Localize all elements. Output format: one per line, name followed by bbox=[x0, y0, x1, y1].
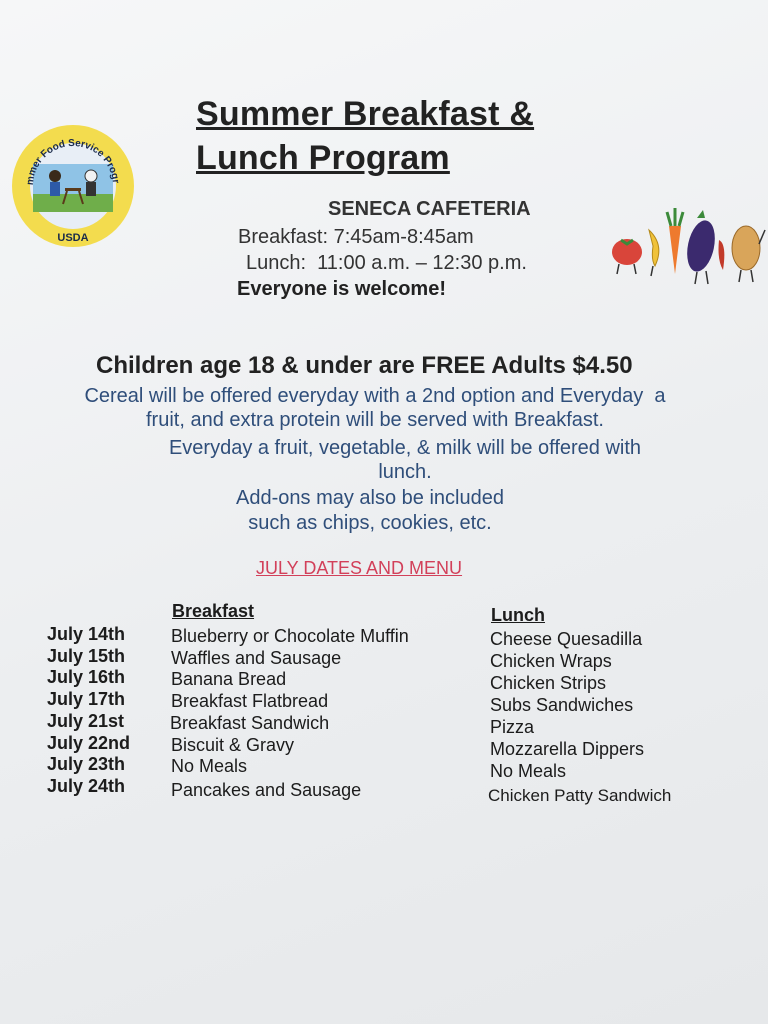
lunch-details bbox=[120, 436, 690, 484]
lunch-column-header: Lunch bbox=[491, 605, 545, 625]
carrot-icon bbox=[667, 208, 683, 274]
menu-date: July 17th bbox=[47, 689, 126, 709]
dancing-vegetables-icon bbox=[607, 200, 767, 290]
menu-date: July 15th bbox=[47, 646, 126, 666]
pepper-icon bbox=[719, 240, 725, 270]
menu-lunch-item: Chicken Strips bbox=[490, 673, 607, 693]
usda-summer-food-logo bbox=[11, 124, 135, 248]
menu-breakfast-item: Waffles and Sausage bbox=[171, 648, 342, 668]
details-line-6: such as chips, cookies, etc. bbox=[248, 512, 492, 534]
breakfast-hours: Breakfast: 7:45am-8:45am bbox=[238, 226, 474, 248]
menu-lunch-item: Mozzarella Dippers bbox=[490, 739, 645, 759]
details-line-5: Add-ons may also be included bbox=[236, 487, 504, 509]
eggplant-icon bbox=[683, 210, 719, 284]
details-line-3: Everyday a fruit, vegetable, & milk will be offered with bbox=[168, 437, 642, 459]
breakfast-details bbox=[40, 384, 710, 432]
potato-icon bbox=[732, 226, 765, 282]
pricing-statement: Children age 18 & under are FREE Adults $4.50 bbox=[96, 352, 633, 379]
banana-icon bbox=[649, 230, 659, 276]
menu-breakfast-item: Pancakes and Sausage bbox=[171, 780, 362, 800]
menu-date: July 14th bbox=[47, 624, 126, 644]
title-line-1: Summer Breakfast & bbox=[196, 95, 535, 133]
location-name: SENECA CAFETERIA bbox=[328, 198, 531, 220]
menu-breakfast-item: Banana Bread bbox=[171, 669, 287, 689]
add-ons-details bbox=[150, 486, 590, 536]
menu-breakfast-item: Biscuit & Gravy bbox=[171, 735, 295, 755]
menu-heading: JULY DATES AND MENU bbox=[256, 558, 463, 578]
menu-lunch-item: No Meals bbox=[490, 761, 567, 781]
breakfast-column-header: Breakfast bbox=[172, 601, 255, 621]
logo-usda-text: USDA bbox=[57, 232, 89, 244]
logo-grass bbox=[33, 194, 113, 212]
details-line-2: fruit, and extra protein will be served with Breakfast. bbox=[146, 409, 604, 431]
menu-date: July 21st bbox=[47, 711, 125, 731]
menu-lunch-item: Subs Sandwiches bbox=[490, 695, 634, 715]
menu-date: July 22nd bbox=[47, 733, 131, 753]
menu-breakfast-item: Breakfast Flatbread bbox=[171, 691, 329, 711]
tomato-icon bbox=[612, 239, 642, 274]
menu-lunch-item: Chicken Wraps bbox=[490, 651, 612, 671]
menu-date: July 24th bbox=[47, 776, 126, 796]
menu-lunch-item: Cheese Quesadilla bbox=[490, 629, 643, 649]
logo-ring-text: mmer Food Service Progr bbox=[24, 137, 121, 186]
menu-lunch-item: Pizza bbox=[490, 717, 535, 737]
details-line-1: Cereal will be offered everyday with a 2nd option and Everyday a bbox=[84, 385, 666, 407]
menu-date: July 16th bbox=[47, 667, 126, 687]
details-line-4: lunch. bbox=[378, 461, 432, 483]
menu-breakfast-item: Breakfast Sandwich bbox=[170, 713, 330, 733]
menu-lunch-item: Chicken Patty Sandwich bbox=[488, 786, 672, 805]
menu-breakfast-item: No Meals bbox=[171, 756, 248, 776]
page-title bbox=[196, 92, 534, 180]
menu-date: July 23th bbox=[47, 754, 126, 774]
lunch-hours: Lunch: 11:00 a.m. – 12:30 p.m. bbox=[246, 252, 527, 274]
welcome-text: Everyone is welcome! bbox=[237, 278, 446, 300]
menu-breakfast-item: Blueberry or Chocolate Muffin bbox=[171, 626, 409, 646]
title-line-2: Lunch Program bbox=[196, 139, 450, 177]
